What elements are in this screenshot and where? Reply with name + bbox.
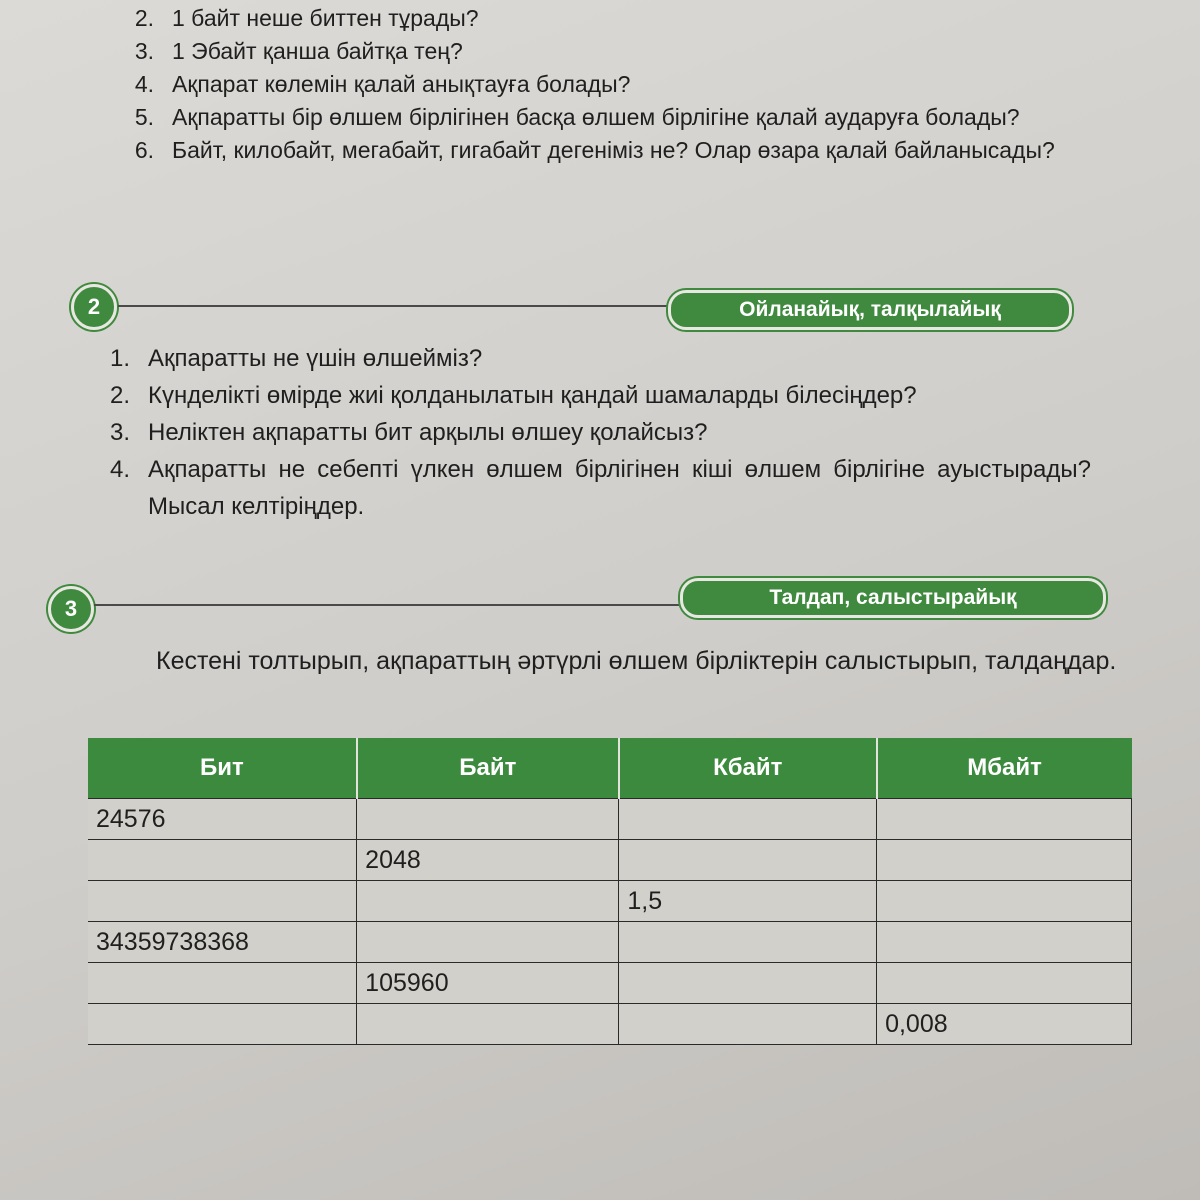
table-row (88, 963, 1132, 1004)
section-2-title: Ойланайық, талқылайық (668, 290, 1072, 330)
list-item: 4. Ақпарат көлемін қалай анықтауға болады? (134, 71, 631, 97)
list-item: 2. 1 байт неше биттен тұрады? (134, 5, 479, 31)
table-row (88, 840, 1132, 881)
table-cell (877, 922, 1132, 963)
table-cell (88, 840, 357, 881)
table-row (88, 922, 1132, 963)
column-header-mbyte: Мбайт (877, 738, 1132, 799)
table-cell: 24576 (88, 799, 357, 840)
table-cell (619, 1004, 877, 1045)
table-row (88, 799, 1132, 840)
table-cell (88, 1004, 357, 1045)
table-cell (357, 922, 619, 963)
list-item: 5. Ақпаратты бір өлшем бірлігінен басқа өлшем бірлігіне қалай аударуға болады? (134, 104, 1020, 130)
table-cell (619, 963, 877, 1004)
table-cell: 0,008 (877, 1004, 1132, 1045)
review-questions-list (120, 2, 1060, 167)
section-3-divider (94, 604, 694, 606)
table-cell (88, 881, 357, 922)
table-cell (88, 963, 357, 1004)
units-table (88, 738, 1132, 1045)
table-cell: 34359738368 (88, 922, 357, 963)
table-cell (877, 799, 1132, 840)
list-item: 3. Неліктен ақпаратты бит арқылы өлшеу қолайсыз? (109, 419, 708, 446)
table-cell: 105960 (357, 963, 619, 1004)
list-item: 2. Күнделікті өмірде жиі қолданылатын қандай шамаларды білесіңдер? (109, 382, 917, 409)
task-instruction: Кестені толтырып, ақпараттың әртүрлі өлшем бірліктерін салыстырып, талдаңдар. (156, 647, 1117, 675)
table-cell: 1,5 (619, 881, 877, 922)
table-row (88, 1004, 1132, 1045)
table-cell (357, 1004, 619, 1045)
table-row (88, 881, 1132, 922)
list-item: 1. Ақпаратты не үшін өлшейміз? (109, 345, 483, 372)
list-item: 6. Байт, килобайт, мегабайт, гигабайт дегеніміз не? Олар өзара қалай байланысады? (134, 137, 1055, 163)
table-cell (357, 881, 619, 922)
discussion-questions-list (96, 340, 1091, 525)
table-cell: 2048 (357, 840, 619, 881)
table-cell (877, 963, 1132, 1004)
table-cell (619, 840, 877, 881)
section-2-divider (118, 305, 678, 307)
list-item: 3. 1 Эбайт қанша байтқа тең? (134, 38, 463, 64)
table-header-row (88, 738, 1132, 799)
column-header-kbyte: Кбайт (619, 738, 877, 799)
table-cell (619, 799, 877, 840)
list-item: 4. Ақпаратты не себепті үлкен өлшем бірлігінен кіші өлшем бірлігіне ауыстырады? Мысал келтіріңдер. (109, 456, 1091, 520)
table-cell (357, 799, 619, 840)
table-cell (877, 881, 1132, 922)
section-3-title: Талдап, салыстырайық (680, 578, 1106, 618)
table-cell (877, 840, 1132, 881)
section-2-badge: 2 (71, 284, 117, 330)
table-cell (619, 922, 877, 963)
column-header-bit: Бит (88, 738, 357, 799)
column-header-byte: Байт (357, 738, 619, 799)
section-3-badge: 3 (48, 586, 94, 632)
